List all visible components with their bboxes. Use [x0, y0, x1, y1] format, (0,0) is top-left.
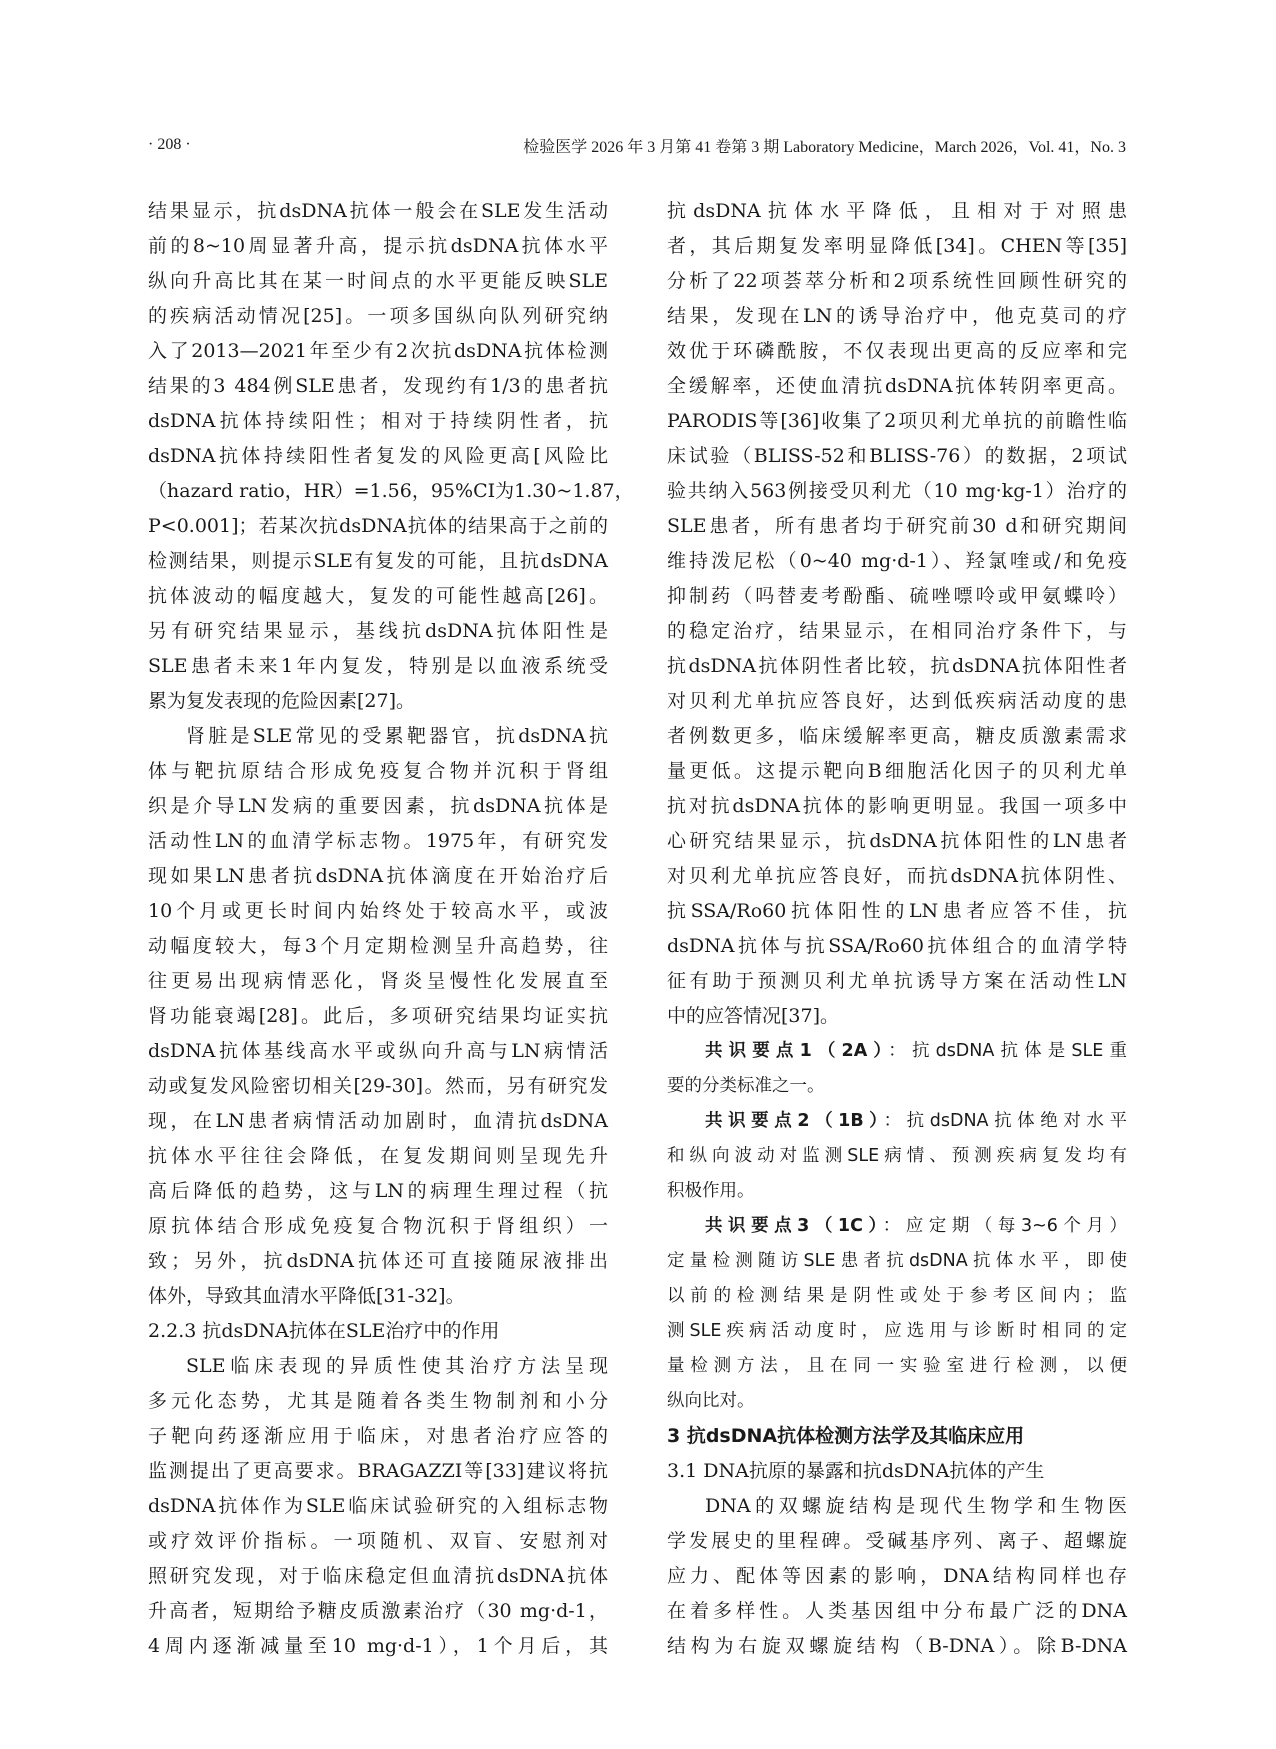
text-line: 监测提出了更高要求。BRAGAZZI等[33]建议将抗 — [148, 1460, 608, 1482]
text-line: 床试验（BLISS-52和BLISS-76）的数据，2项试 — [667, 445, 1127, 467]
text-line: 验共纳入563例接受贝利尤（10 mg·kg-1）治疗的 — [667, 480, 1127, 502]
text-line: 10个月或更长时间内始终处于较高水平，或波 — [148, 900, 608, 922]
text-line: dsDNA抗体基线高水平或纵向升高与LN病情活 — [148, 1040, 608, 1062]
text-line: PARODIS等[36]收集了2项贝利尤单抗的前瞻性临 — [667, 410, 1127, 432]
text-line: 对贝利尤单抗应答良好，而抗dsDNA抗体阴性、 — [667, 865, 1127, 887]
text-line: 量更低。这提示靶向B细胞活化因子的贝利尤单 — [667, 760, 1127, 782]
text-line: dsDNA抗体持续阳性者复发的风险更高[风险比 — [148, 445, 608, 467]
text-line: 在着多样性。人类基因组中分布最广泛的DNA — [667, 1600, 1127, 1622]
text-line: 肾功能衰竭[28]。此后，多项研究结果均证实抗 — [148, 1005, 608, 1027]
text-line: 致；另外，抗dsDNA抗体还可直接随尿液排出 — [148, 1250, 608, 1272]
left-column — [148, 194, 634, 1664]
text-line: 抗SSA/Ro60抗体阳性的LN患者应答不佳，抗 — [667, 900, 1127, 922]
text-line: 抗体水平往往会降低，在复发期间则呈现先升 — [148, 1145, 608, 1167]
text-line: 现，在LN患者病情活动加剧时，血清抗dsDNA — [148, 1110, 608, 1132]
text-line: 织是介导LN发病的重要因素，抗dsDNA抗体是 — [148, 795, 608, 817]
text-line: 前的8~10周显著升高，提示抗dsDNA抗体水平 — [148, 235, 608, 257]
text-line: 多元化态势，尤其是随着各类生物制剂和小分 — [148, 1390, 608, 1412]
text-line: 或疗效评价指标。一项随机、双盲、安慰剂对 — [148, 1530, 608, 1552]
text-line: SLE患者，所有患者均于研究前30 d和研究期间 — [667, 515, 1127, 537]
text-line: 4周内逐渐减量至10 mg·d-1），1个月后，其 — [148, 1635, 608, 1657]
key-point-text: 定量检测随访SLE患者抗dsDNA抗体水平，即使 — [667, 1251, 1127, 1271]
text-line: 抗对抗dsDNA抗体的影响更明显。我国一项多中 — [667, 795, 1127, 817]
subsection-heading: 2.2.3 抗dsDNA抗体在SLE治疗中的作用 — [148, 1320, 500, 1342]
text-line: 维持泼尼松（0~40 mg·d-1）、羟氯喹或/和免疫 — [667, 550, 1127, 572]
text-line: 对贝利尤单抗应答良好，达到低疾病活动度的患 — [667, 690, 1127, 712]
text-line: 照研究发现，对于临床稳定但血清抗dsDNA抗体 — [148, 1565, 608, 1587]
text-line: 累为复发表现的危险因素[27]。 — [148, 690, 416, 712]
text-line: 全缓解率，还使血清抗dsDNA抗体转阴率更高。 — [667, 375, 1127, 397]
key-point-text: ：抗dsDNA抗体绝对水平 — [883, 1111, 1127, 1131]
key-point-text: 要的分类标准之一。 — [667, 1076, 825, 1096]
text-line: dsDNA抗体作为SLE临床试验研究的入组标志物 — [148, 1495, 608, 1517]
text-line: P<0.001]；若某次抗dsDNA抗体的结果高于之前的 — [148, 515, 608, 537]
text-line: 现如果LN患者抗dsDNA抗体滴度在开始治疗后 — [148, 865, 608, 887]
text-line: 抑制药（吗替麦考酚酯、硫唑嘌呤或甲氨蝶呤） — [667, 585, 1127, 607]
text-line: 效优于环磷酰胺，不仅表现出更高的反应率和完 — [667, 340, 1127, 362]
section-heading: 3 抗dsDNA抗体检测方法学及其临床应用 — [667, 1425, 1025, 1447]
key-point-label: 共识要点3（1C） — [705, 1216, 883, 1236]
text-line: 者，其后期复发率明显降低[34]。CHEN等[35] — [667, 235, 1127, 257]
text-line: 入了2013—2021年至少有2次抗dsDNA抗体检测 — [148, 340, 608, 362]
text-line: 子靶向药逐渐应用于临床，对患者治疗应答的 — [148, 1425, 608, 1447]
text-line: 结果的3 484例SLE患者，发现约有1/3的患者抗 — [148, 375, 608, 397]
text-line: 结构为右旋双螺旋结构（B-DNA）。除B-DNA — [667, 1635, 1127, 1657]
text-line: 抗dsDNA抗体阴性者比较，抗dsDNA抗体阳性者 — [667, 655, 1127, 677]
key-point-text: 纵向比对。 — [667, 1391, 755, 1411]
text-line: 检测结果，则提示SLE有复发的可能，且抗dsDNA — [148, 550, 608, 572]
key-point-2 — [667, 1104, 1127, 1139]
text-line: 动幅度较大，每3个月定期检测呈升高趋势，往 — [148, 935, 608, 957]
text-line: 升高者，短期给予糖皮质激素治疗（30 mg·d-1， — [148, 1600, 608, 1622]
text-line: 中的应答情况[37]。 — [667, 1005, 840, 1027]
key-point-text: 和纵向波动对监测SLE病情、预测疾病复发均有 — [667, 1146, 1127, 1166]
text-line: 体外，导致其血清水平降低[31-32]。 — [148, 1285, 465, 1307]
key-point-text: 量检测方法，且在同一实验室进行检测，以便 — [667, 1356, 1127, 1376]
key-point-text: ：应定期（每3~6个月） — [882, 1216, 1127, 1236]
text-line: dsDNA抗体持续阳性；相对于持续阴性者，抗 — [148, 410, 608, 432]
key-point-3 — [667, 1209, 1127, 1244]
key-point-label: 共识要点2（1B） — [705, 1111, 884, 1131]
text-line: 的疾病活动情况[25]。一项多国纵向队列研究纳 — [148, 305, 608, 327]
subsection-heading: 3.1 DNA抗原的暴露和抗dsDNA抗体的产生 — [667, 1460, 1045, 1482]
key-point-text: 积极作用。 — [667, 1181, 755, 1201]
text-line: （hazard ratio，HR）=1.56，95%CI为1.30~1.87， — [148, 480, 634, 502]
text-line: 分析了22项荟萃分析和2项系统性回顾性研究的 — [667, 270, 1127, 292]
text-line: 应力、配体等因素的影响，DNA结构同样也存 — [667, 1565, 1127, 1587]
text-line: 抗体波动的幅度越大，复发的可能性越高[26]。 — [148, 585, 608, 607]
text-line: 者例数更多，临床缓解率更高，糖皮质激素需求 — [667, 725, 1127, 747]
right-column — [667, 194, 1127, 1664]
text-line: 原抗体结合形成免疫复合物沉积于肾组织）一 — [148, 1215, 608, 1237]
text-line: 心研究结果显示，抗dsDNA抗体阳性的LN患者 — [667, 830, 1127, 852]
text-line: 肾脏是SLE常见的受累靶器官，抗dsDNA抗 — [186, 725, 608, 747]
text-line: 纵向升高比其在某一时间点的水平更能反映SLE — [148, 270, 608, 292]
text-line: 活动性LN的血清学标志物。1975年，有研究发 — [148, 830, 608, 852]
key-point-text: ：抗dsDNA抗体是SLE重 — [888, 1041, 1127, 1061]
text-line: 动或复发风险密切相关[29-30]。然而，另有研究发 — [148, 1075, 608, 1097]
text-line: DNA的双螺旋结构是现代生物学和生物医 — [705, 1495, 1127, 1517]
text-line: SLE患者未来1年内复发，特别是以血液系统受 — [148, 655, 608, 677]
page-number: · 208 · — [148, 136, 191, 153]
text-line: 抗dsDNA抗体水平降低，且相对于对照患 — [667, 200, 1127, 222]
key-point-label: 共识要点1（2A） — [705, 1041, 889, 1061]
text-line: 的稳定治疗，结果显示，在相同治疗条件下，与 — [667, 620, 1127, 642]
key-point-text: 以前的检测结果是阴性或处于参考区间内；监 — [667, 1286, 1127, 1306]
text-line: 学发展史的里程碑。受碱基序列、离子、超螺旋 — [667, 1530, 1127, 1552]
text-line: SLE临床表现的异质性使其治疗方法呈现 — [186, 1355, 608, 1377]
text-line: 结果显示，抗dsDNA抗体一般会在SLE发生活动 — [148, 200, 608, 222]
text-line: 体与靶抗原结合形成免疫复合物并沉积于肾组 — [148, 760, 608, 782]
text-line: dsDNA抗体与抗SSA/Ro60抗体组合的血清学特 — [667, 935, 1127, 957]
text-line: 结果，发现在LN的诱导治疗中，他克莫司的疗 — [667, 305, 1127, 327]
key-point-1 — [667, 1034, 1127, 1069]
key-point-text: 测SLE疾病活动度时，应选用与诊断时相同的定 — [667, 1321, 1127, 1341]
journal-header: 检验医学 2026 年 3 月第 41 卷第 3 期 Laboratory Medicine，March 2026，Vol. 41，No. 3 — [523, 139, 1126, 156]
text-line: 征有助于预测贝利尤单抗诱导方案在活动性LN — [667, 970, 1127, 992]
text-line: 另有研究结果显示，基线抗dsDNA抗体阳性是 — [148, 620, 608, 642]
text-line: 高后降低的趋势，这与LN的病理生理过程（抗 — [148, 1180, 608, 1202]
text-line: 往更易出现病情恶化，肾炎呈慢性化发展直至 — [148, 970, 608, 992]
